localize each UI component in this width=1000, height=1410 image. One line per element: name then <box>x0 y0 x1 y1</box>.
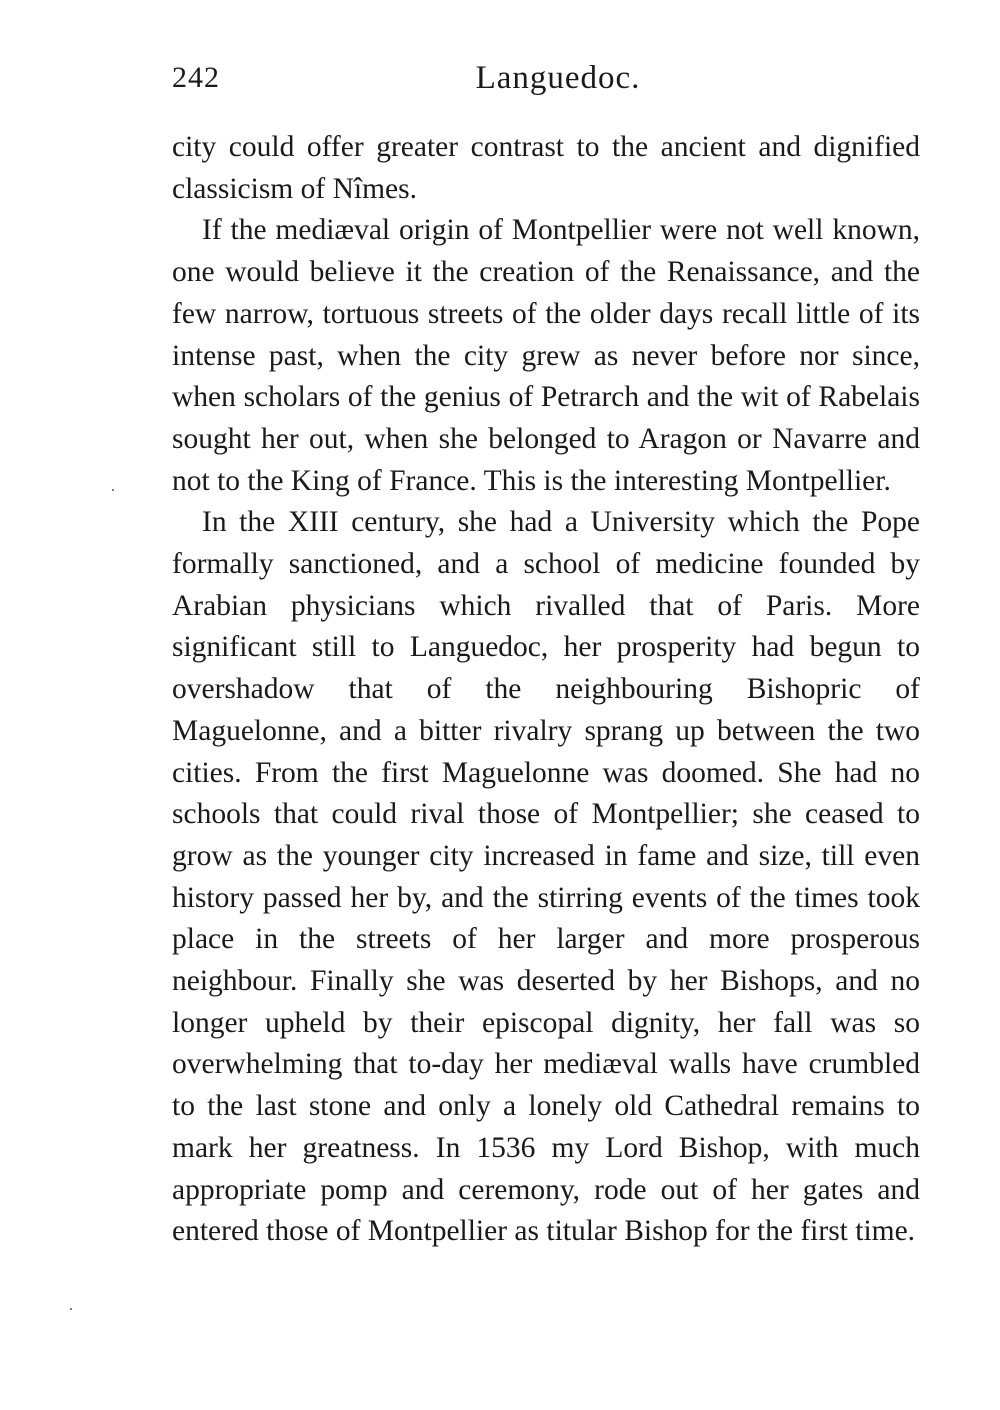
chapter-title: Languedoc. <box>475 60 641 96</box>
running-head <box>172 56 920 100</box>
margin-speck <box>70 1308 72 1310</box>
body-text <box>172 127 920 1253</box>
paragraph-continuation: city could offer greater contrast to the ancient and dignified classicism of Nîmes. <box>172 131 920 205</box>
page-number: 242 <box>172 61 220 94</box>
margin-speck <box>112 489 114 491</box>
paragraph-montpellier-origin: If the mediæval origin of Montpellier were not well known, one would believe it the creation of the Renaissance, and the few narrow, tortuous streets of the older days recall little of its intense past, when the city grew as never before nor since, when scholars of the genius of Petrarch and the wit of Rabelais sought her out, when she belonged to Aragon or Navarre and not to the King of France. This is the interesting Montpellier. <box>172 214 920 497</box>
paragraph-xiii-century: In the XIII century, she had a University which the Pope formally sanctioned, and a school of medicine founded by Arabian physicians which rivalled that of Paris. More significant still to Languedoc, her prosperity had begun to overshadow that of the neighbouring Bishopric of Maguelonne, and a bitter rivalry sprang up between the two cities. From the first Maguelonne was doomed. She had no schools that could rival those of Montpellier; she ceased to grow as the younger city increased in fame and size, till even history passed her by, and the stirring events of the times took place in the streets of her larger and more prosperous neighbour. Finally she was deserted by her Bishops, and no longer upheld by their episcopal dignity, her fall was so overwhelming that to-day her mediæval walls have crumbled to the last stone and only a lonely old Cathedral remains to mark her greatness. In 1536 my Lord Bishop, with much appropriate pomp and ceremony, rode out of her gates and entered those of Montpellier as titular Bishop for the first time. <box>172 506 920 1248</box>
